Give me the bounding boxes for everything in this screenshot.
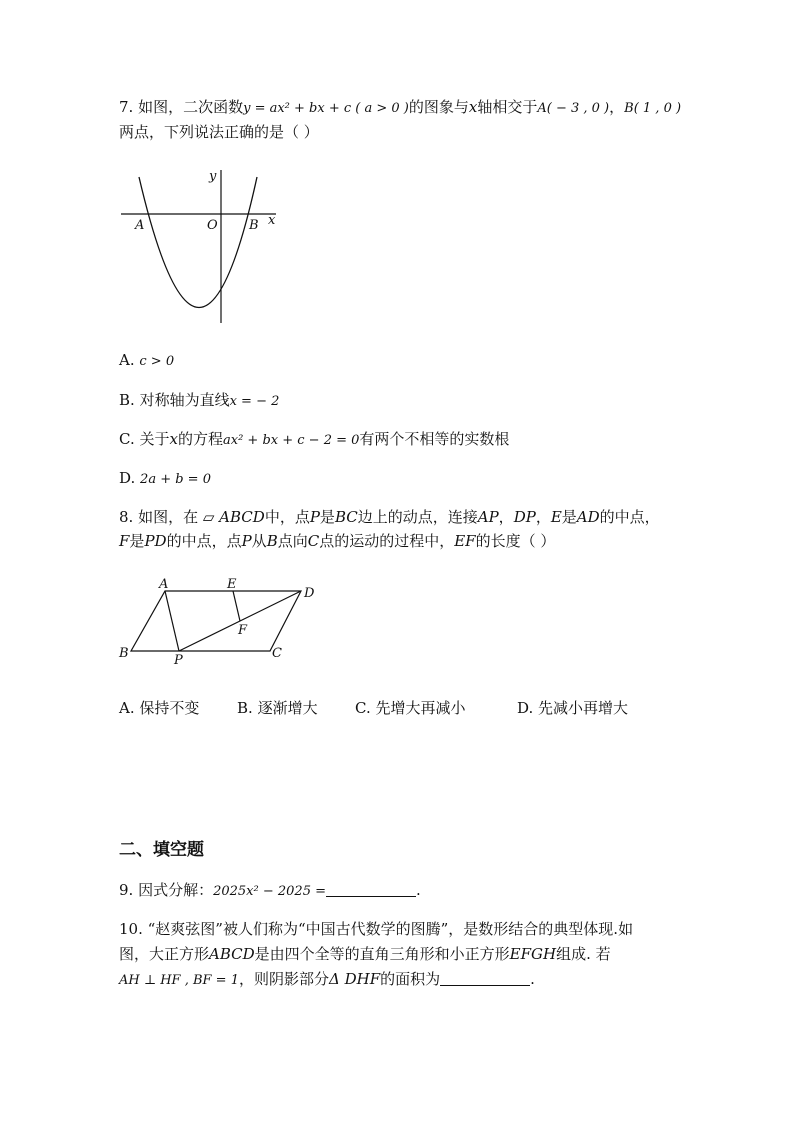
q8-stem-line2: [119, 531, 555, 551]
option-letter: A.: [119, 699, 135, 717]
option-math: 2a + b = 0: [140, 472, 211, 487]
q7-text: 的图象与: [408, 98, 469, 116]
label-b: B: [249, 218, 259, 233]
q10-text: 是由四个全等的直角三角形和小正方形: [254, 945, 510, 963]
segment-ap: [165, 591, 179, 651]
section-title: 二、填空题: [119, 840, 204, 860]
q8-math: B: [266, 532, 278, 550]
option-letter: B.: [237, 699, 253, 717]
q10-text: 的面积为: [380, 970, 441, 988]
q8-text: 点的运动的过程中，: [319, 532, 455, 550]
label-a: A: [135, 218, 145, 233]
option-letter: A.: [119, 351, 135, 369]
label-a: A: [159, 577, 169, 592]
q8-text: 点向: [277, 532, 308, 550]
q10-text: 组成. 若: [556, 945, 611, 963]
label-c: C: [272, 646, 282, 661]
q7-function: y = ax² + bx + c ( a > 0 ): [243, 101, 409, 116]
option-math: ax² + bx + c − 2 = 0: [223, 433, 360, 448]
q8-math: ▱ ABCD: [198, 508, 265, 526]
q8-math: F: [119, 532, 130, 550]
q7-text: 轴相交于: [477, 98, 538, 116]
q8-text: 的中点，: [599, 508, 660, 526]
option-letter: D.: [119, 469, 136, 487]
q9-stem: [119, 880, 421, 902]
parallelogram-abcd: [131, 591, 301, 651]
label-e: E: [227, 577, 237, 592]
q7-option-c: [119, 429, 509, 451]
q8-stem-line1: [119, 507, 660, 527]
q7-point-a: A( − 3 , 0 ): [537, 101, 610, 116]
q8-text: 是: [561, 508, 577, 526]
q8-math: AP: [477, 508, 499, 526]
q10-text: 图，大正方形: [119, 945, 210, 963]
q8-math: EF: [454, 532, 476, 550]
q10-math: Δ DHF: [329, 970, 381, 988]
q8-math: P: [241, 532, 252, 550]
option-var: x: [169, 430, 178, 448]
option-text: 先增大再减小: [375, 699, 466, 717]
label-o: O: [207, 218, 218, 233]
q8-text: 边上的动点，连接: [357, 508, 478, 526]
q8-option-b: [237, 698, 355, 718]
q10-math: AH ⊥ HF , BF = 1: [119, 973, 239, 988]
q10-stem-line1: 10. “赵爽弦图”被人们称为“中国古代数学的图腾”，是数形结合的典型体现.如: [119, 920, 634, 938]
label-y: y: [209, 169, 217, 184]
q9-answer-blank[interactable]: [326, 882, 416, 897]
q8-text: 中，点: [264, 508, 310, 526]
q8-math: BC: [334, 508, 358, 526]
q8-text: 的长度（ ）: [475, 532, 556, 550]
q8-text: 是: [129, 532, 145, 550]
option-text: 对称轴为直线: [139, 391, 230, 409]
q10-stem-line2: [119, 944, 611, 964]
q8-math: P: [309, 508, 320, 526]
option-text: 有两个不相等的实数根: [359, 430, 510, 448]
q8-text: ，: [498, 508, 514, 526]
option-text: 保持不变: [139, 699, 200, 717]
q8-option-d: [517, 698, 628, 718]
label-p: P: [174, 653, 183, 668]
q7-point-b: B( 1 , 0 ): [624, 101, 682, 116]
label-d: D: [304, 586, 315, 601]
q7-option-b: [119, 390, 279, 412]
q10-text: .: [530, 970, 535, 988]
option-letter: D.: [517, 699, 534, 717]
option-math: x = − 2: [229, 394, 280, 409]
q7-text: 7. 如图，二次函数: [119, 98, 244, 116]
q10-math: EFGH: [509, 945, 557, 963]
q8-parallelogram-figure: [115, 573, 325, 668]
q8-option-a: [119, 698, 237, 718]
q8-math: C: [307, 532, 320, 550]
q10-text: ，则阴影部分: [238, 970, 329, 988]
q7-stem-line2: 两点，下列说法正确的是（ ）: [119, 123, 319, 141]
option-letter: B.: [119, 391, 135, 409]
q8-options: [119, 698, 628, 718]
q9-text: .: [416, 881, 421, 899]
q9-text: 9. 因式分解：: [119, 881, 214, 899]
q7-option-d: [119, 468, 211, 490]
q7-stem-line1: [119, 97, 681, 119]
q10-answer-blank[interactable]: [440, 971, 530, 986]
label-b: B: [119, 646, 129, 661]
q8-math: PD: [144, 532, 167, 550]
label-f: F: [238, 623, 248, 638]
q7-x-var: x: [468, 98, 478, 116]
parabola-curve: [139, 177, 257, 308]
option-text: 关于: [139, 430, 170, 448]
q7-option-a: [119, 350, 174, 372]
q8-math: AD: [576, 508, 600, 526]
option-letter: C.: [355, 699, 371, 717]
q8-option-c: [355, 698, 517, 718]
q8-math: DP: [513, 508, 536, 526]
label-x: x: [268, 213, 276, 228]
q10-stem-line3: [119, 969, 535, 991]
option-math: c > 0: [139, 354, 175, 369]
option-text: 先减小再增大: [538, 699, 629, 717]
q8-math: E: [550, 508, 562, 526]
option-letter: C.: [119, 430, 135, 448]
option-text: 的方程: [177, 430, 223, 448]
q8-text: ，: [535, 508, 551, 526]
segment-ef: [233, 591, 240, 621]
q8-text: 从: [251, 532, 267, 550]
q7-parabola-figure: [118, 165, 288, 330]
q8-text: 是: [319, 508, 335, 526]
q8-text: 的中点，点: [166, 532, 242, 550]
option-text: 逐渐增大: [257, 699, 318, 717]
q8-text: 8. 如图，在: [119, 508, 199, 526]
q10-math: ABCD: [209, 945, 255, 963]
q7-text: ，: [609, 98, 625, 116]
q9-math: 2025x² − 2025 =: [213, 884, 326, 899]
